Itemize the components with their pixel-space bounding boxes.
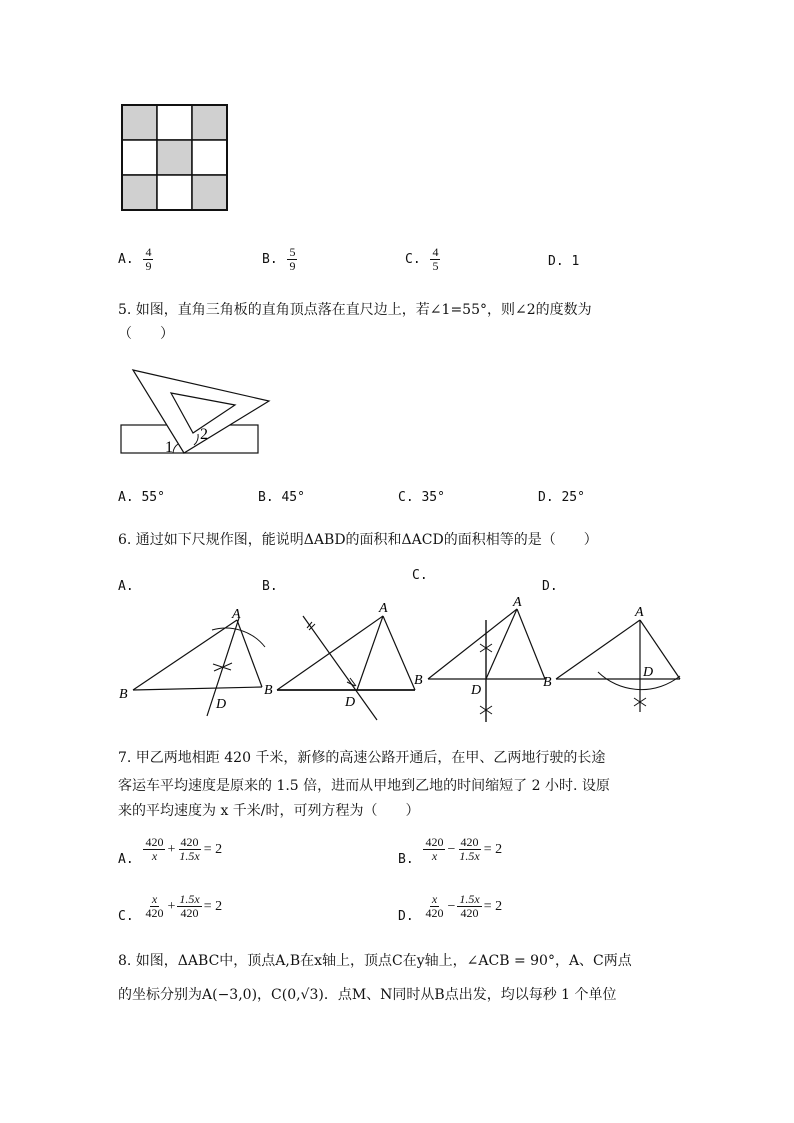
option-label: B. <box>262 252 278 267</box>
q6-option-b-label[interactable]: B. <box>262 579 278 594</box>
q5-stem-line1: 5. 如图，直角三角板的直角顶点落在直尺边上，若∠1=55°，则∠2的度数为 <box>118 302 592 318</box>
q6-option-c-label[interactable]: C. <box>412 568 428 583</box>
option-label: D. <box>548 254 564 269</box>
grid-cell <box>157 140 192 175</box>
fraction: $\frac{4}{9}$ <box>145 245 152 273</box>
figure-a <box>119 607 273 716</box>
q4-option-d[interactable] <box>548 254 579 269</box>
figure-d-a: A <box>635 605 644 620</box>
q4-option-a[interactable] <box>118 246 155 273</box>
q7-line2: 客运车平均速度是原来的 1.5 倍，进而从甲地到乙地的时间缩短了 2 小时. 设原 <box>118 778 610 794</box>
figure-d-d: D <box>643 665 654 680</box>
figure-c-d: D <box>471 683 482 698</box>
grid-cell <box>192 140 227 175</box>
q7-line1: 7. 甲乙两地相距 420 千米，新修的高速公路开通后，在甲、乙两地行驶的长途 <box>118 750 606 766</box>
q8-line2: 的坐标分别为A(−3,0)，C(0,√3)．点M、N同时从B点出发，均以每秒 1 个单位 <box>118 987 617 1003</box>
q6-stem: 6. 通过如下尺规作图，能说明ΔABD的面积和ΔACD的面积相等的是（ ） <box>118 532 598 548</box>
q7-option-c[interactable]: C. $\frac{x}{420}$ + $\frac{1.5x}{420}$ = 2 <box>118 892 223 924</box>
q5-option-c[interactable]: C. 35° <box>398 490 445 505</box>
grid-cell <box>157 105 192 140</box>
q6-option-a-label[interactable]: A. <box>118 579 134 594</box>
q5-option-d[interactable]: D. 25° <box>538 490 585 505</box>
point-b2-label: B <box>264 683 273 698</box>
option-value: 1 <box>571 254 580 269</box>
option-label: C. <box>405 252 421 267</box>
construction-figures <box>115 592 685 732</box>
q7-option-b[interactable]: B. $\frac{420}{x}$ − $\frac{420}{1.5x}$ = 2 <box>398 835 503 867</box>
figure-c <box>414 595 552 722</box>
ruler-triangle-figure <box>115 368 275 460</box>
figure-c-b: B <box>414 673 423 688</box>
q5-option-a[interactable]: A. 55° <box>118 490 165 505</box>
grid-cell <box>122 105 157 140</box>
q7-option-a[interactable]: A. $\frac{420}{x}$ + $\frac{420}{1.5x}$ = 2 <box>118 835 223 867</box>
q6-option-d-label[interactable]: D. <box>542 579 558 594</box>
figure-b-a: A <box>379 601 388 616</box>
figure-d <box>556 605 680 712</box>
fraction: $\frac{5}{9}$ <box>289 245 296 273</box>
figure-c-b2: B <box>543 675 552 690</box>
point-d-label: D <box>216 697 227 712</box>
q5-option-b[interactable]: B. 45° <box>258 490 305 505</box>
grid-cell <box>122 140 157 175</box>
point-a-label: A <box>232 607 241 622</box>
figure-b <box>277 601 415 720</box>
q4-option-c[interactable] <box>405 246 442 273</box>
grid-cell <box>192 175 227 210</box>
grid-cell <box>122 175 157 210</box>
angle-1-label: 1 <box>165 439 173 456</box>
q7-option-d[interactable]: D. $\frac{x}{420}$ − $\frac{1.5x}{420}$ = 2 <box>398 892 503 924</box>
figure-c-a: A <box>513 595 522 610</box>
option-label: A. <box>118 252 134 267</box>
q7-line3: 来的平均速度为 x 千米/时，可列方程为（ ） <box>118 803 420 819</box>
q5-stem-line2: （ ） <box>118 326 174 342</box>
grid-cell <box>192 105 227 140</box>
grid-figure <box>121 104 229 212</box>
fraction: $\frac{4}{5}$ <box>432 245 439 273</box>
figure-b-d: D <box>345 695 356 710</box>
grid-cell <box>157 175 192 210</box>
point-b-label: B <box>119 687 128 702</box>
q8-line1: 8. 如图，ΔABC中，顶点A,B在x轴上，顶点C在y轴上，∠ACB = 90°，A、C两点 <box>118 953 632 969</box>
q4-option-b[interactable] <box>262 246 299 273</box>
angle-2-label: 2 <box>200 426 208 443</box>
